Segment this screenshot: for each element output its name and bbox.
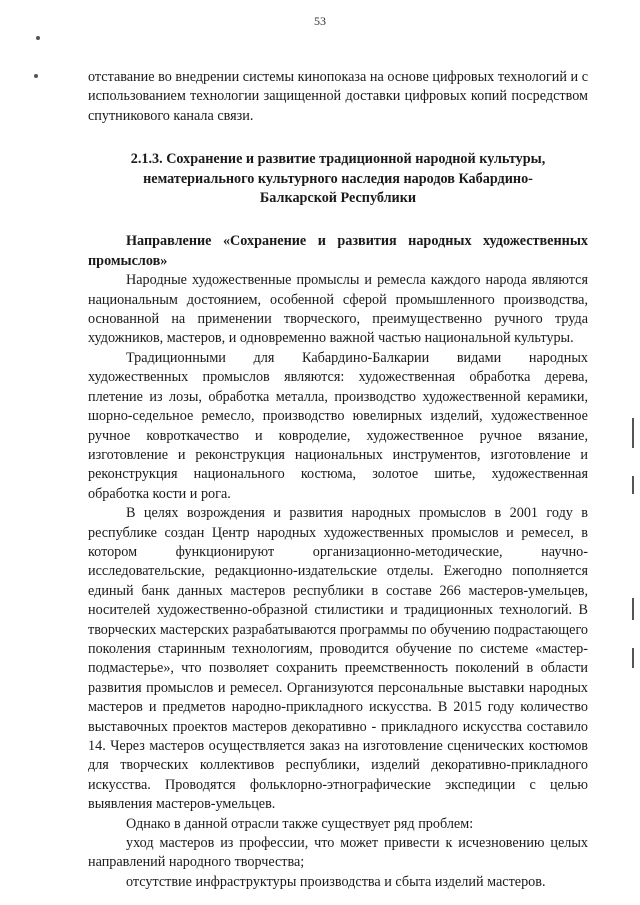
problem-item: уход мастеров из профессии, что может привести к исчезновению целых направлений народного творчества; — [88, 835, 588, 871]
problem-item: отсутствие инфраструктуры производства и сбыта изделий мастеров. — [126, 873, 546, 890]
scan-mark — [34, 74, 38, 78]
paragraph: В целях возрождения и развития народных промыслов в 2001 году в республике создан Центр народных художественных промыслов и ремесел, в котором функционируют организационно-методические, научно-исследовательские, редакционно-издательские отделы. Ежегодно пополняется единый банк данных мастеров республики в составе 266 мастеров-умельцев, носителей художественно-образной стилистики и традиционных технологий. В творческих мастерских разрабатываются программы по обучению подрастающего поколения старинным технологиям, проводится обучение по системе «мастер-подмастерье», что позволяет сохранить преемственность поколений в области развития промыслов и ремесел. Организуются персональные выставки народных мастеров и предметов народно-прикладного искусства. В 2015 году количество выставочных проектов мастеров декоративно - прикладного искусства составило 14. Через мастеров осуществляется заказ на изготовление сценических костюмов для творческих коллективов республики, изделий декоративно-прикладного искусства. Проводятся фольклорно-этнографические экспедиции с целью выявления мастеров-умельцев. — [88, 505, 588, 813]
scan-mark — [36, 36, 40, 40]
page-number: 53 — [314, 14, 326, 28]
paragraph: Народные художественные промыслы и ремесла каждого народа являются национальным достоянием, особенной сферой промышленного производства, основанной на применении творческого, преимущественно ручного труда художников, мастеров, и одновременно важной частью национальной культуры. — [88, 272, 588, 347]
paragraph-continuation: отставание во внедрении системы кинопоказа на основе цифровых технологий и с использованием технологии защищенной доставки цифровых копий посредством спутникового канала связи. — [88, 69, 588, 124]
section-heading: 2.1.3. Сохранение и развитие традиционной народной культуры, нематериального культурного наследия народов Кабардино-Балкарской Республики — [130, 151, 546, 207]
scan-mark — [632, 476, 634, 494]
paragraph: Традиционными для Кабардино-Балкарии видами народных художественных промыслов являются: художественная обработка дерева, плетение из лозы, обработка металла, производство художественной керамики, шорно-седельное ремесло, производство ювелирных изделий, художественное ручное ковроткачество и ковроделие, художественное ручное вязание, изготовление и реконструкция национальных инструментов, изготовление и реконструкция национального костюма, золотое шитье, художественная обработка кости и рога. — [88, 349, 588, 502]
scan-mark — [632, 648, 634, 668]
paragraph: Однако в данной отрасли также существует ряд проблем: — [126, 815, 474, 832]
direction-subheading: Направление «Сохранение и развития народных художественных промыслов» — [88, 233, 588, 269]
scan-mark — [632, 418, 634, 448]
scan-mark — [632, 598, 634, 620]
document-body — [88, 68, 588, 892]
